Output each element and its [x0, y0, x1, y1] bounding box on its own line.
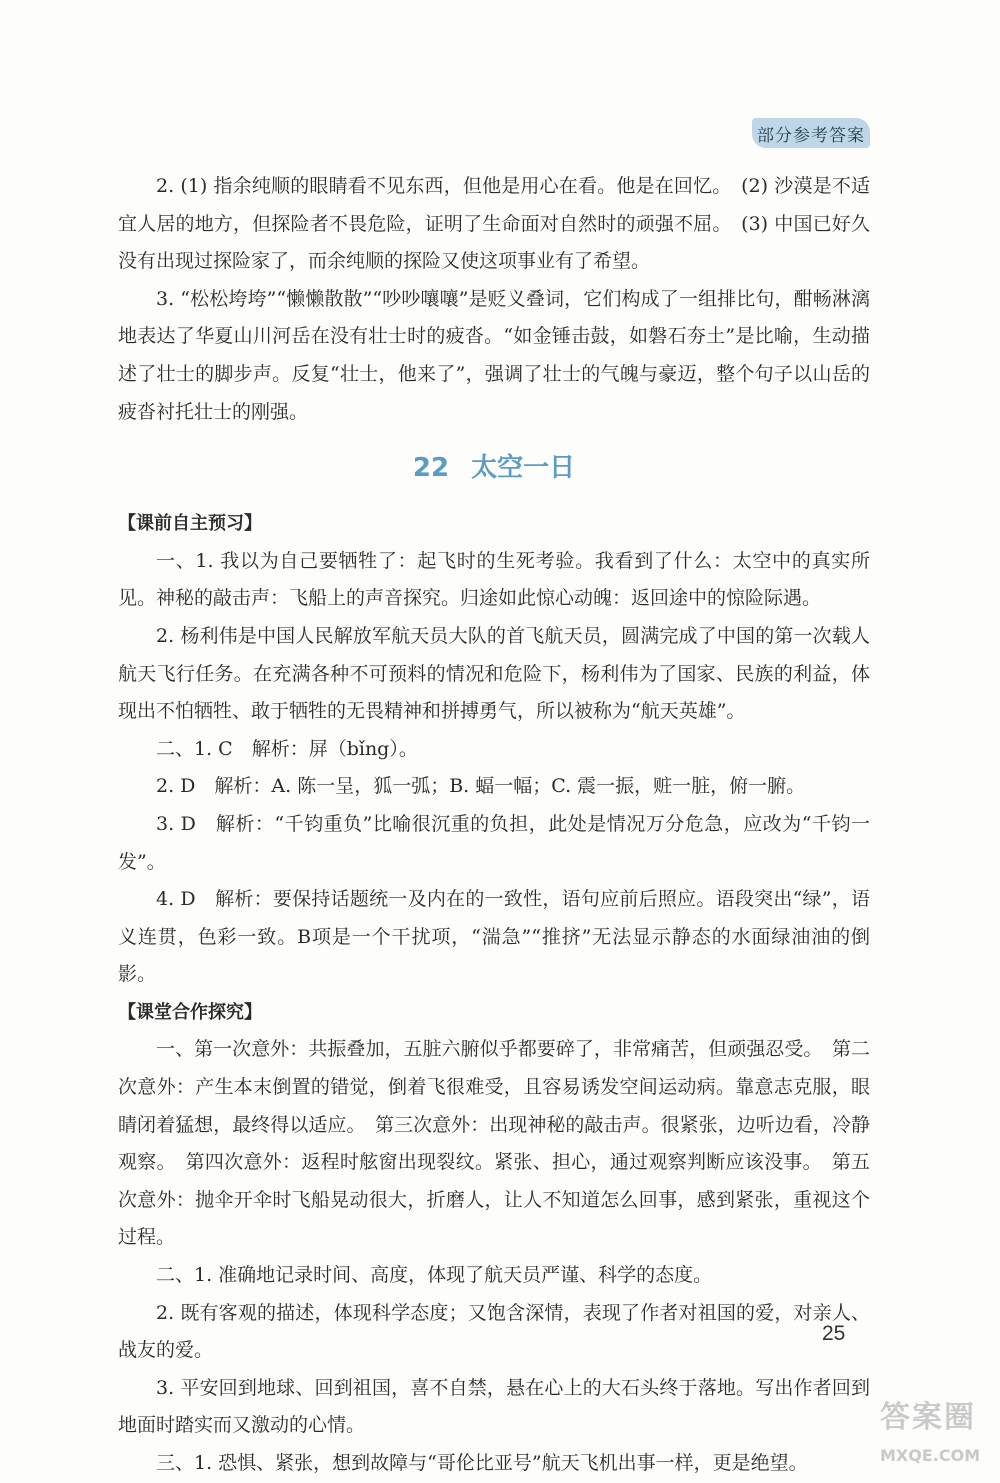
answer-paragraph: 3. 平安回到地球、回到祖国，喜不自禁，悬在心上的大石头终于落地。写出作者回到地面时踏实而又激动的心情。	[118, 1376, 870, 1437]
watermark-url: MXQE.COM	[880, 1446, 981, 1465]
answer-content	[118, 168, 870, 1483]
section-heading-preview: 【课前自主预习】	[118, 513, 262, 535]
answer-paragraph: 2. 杨利伟是中国人民解放军航天员大队的首飞航天员，圆满完成了中国的第一次载人航天飞行任务。在充满各种不可预料的情况和危险下，杨利伟为了国家、民族的利益，体现出不怕牺牲、敢于牺牲的无畏精神和拼搏勇气，所以被称为“航天英雄”。	[118, 624, 870, 723]
page-number: 25	[822, 1322, 846, 1345]
answer-paragraph: 4. D 解析：要保持话题统一及内在的一致性，语句应前后照应。语段突出“绿”，语义连贯，色彩一致。B项是一个干扰项，“湍急”“推挤”无法显示静态的水面绿油油的倒影。	[118, 888, 870, 986]
lesson-name: 太空一日	[471, 453, 576, 484]
section-tag: 部分参考答案	[752, 118, 870, 148]
answer-paragraph: 2. D 解析：A. 陈一呈，狐一弧；B. 蝠一幅；C. 震一振，赃一脏，俯一腑。	[156, 775, 806, 798]
lesson-title	[118, 431, 870, 505]
answer-paragraph: 一、第一次意外：共振叠加，五脏六腑似乎都要碎了，非常痛苦，但顽强忍受。 第二次意外：产生本末倒置的错觉，倒着飞很难受，且容易诱发空间运动病。靠意志克服，眼睛闭着猛想，最终得以适应。 第三次意外：出现神秘的敲击声。很紧张，边听边看，冷静观察。 第四次意外：返程时舷窗出现裂纹。紧张、担心，通过观察判断应该没事。 第五次意外：抛伞开伞时飞船晃动很大，折磨人，让人不知道怎么回事，感到紧张，重视这个过程。	[118, 1038, 870, 1249]
answer-paragraph: 2. 既有客观的描述，体现科学态度；又饱含深情，表现了作者对祖国的爱，对亲人、战友的爱。	[118, 1301, 870, 1362]
lesson-number: 22	[412, 453, 450, 484]
answer-paragraph: 3. D 解析：“千钧重负”比喻很沉重的负担，此处是情况万分危急，应改为“千钧一发”。	[118, 812, 870, 873]
answer-paragraph: 一、1. 我以为自己要牺牲了：起飞时的生死考验。我看到了什么：太空中的真实所见。神秘的敲击声：飞船上的声音探究。归途如此惊心动魄：返回途中的惊险际遇。	[118, 549, 870, 610]
answer-paragraph: 二、1. C 解析：屏（bǐng）。	[156, 737, 418, 760]
answer-paragraph: 二、1. 准确地记录时间、高度，体现了航天员严谨、科学的态度。	[156, 1264, 713, 1287]
answer-paragraph: 三、1. 恐惧、紧张，想到故障与“哥伦比亚号”航天飞机出事一样，更是绝望。	[156, 1452, 808, 1474]
watermark-logo: 答案圈	[880, 1400, 976, 1435]
answer-paragraph: 3. “松松垮垮”“懒懒散散”“吵吵嚷嚷”是贬义叠词，它们构成了一组排比句，酣畅淋漓地表达了华夏山川河岳在没有壮士时的疲沓。“如金锤击鼓，如磐石夯土”是比喻，生动描述了壮士的脚步声。反复“壮士，他来了”，强调了壮士的气魄与豪迈，整个句子以山岳的疲沓衬托壮士的刚强。	[118, 287, 870, 423]
section-heading-classroom: 【课堂合作探究】	[118, 1001, 262, 1023]
answer-paragraph: 2. (1) 指余纯顺的眼睛看不见东西，但他是用心在看。他是在回忆。 (2) 沙漠是不适宜人居的地方，但探险者不畏危险，证明了生命面对自然时的顽强不屈。 (3) 中国已好久没有出现过探险家了，而余纯顺的探险又使这项事业有了希望。	[118, 175, 870, 273]
